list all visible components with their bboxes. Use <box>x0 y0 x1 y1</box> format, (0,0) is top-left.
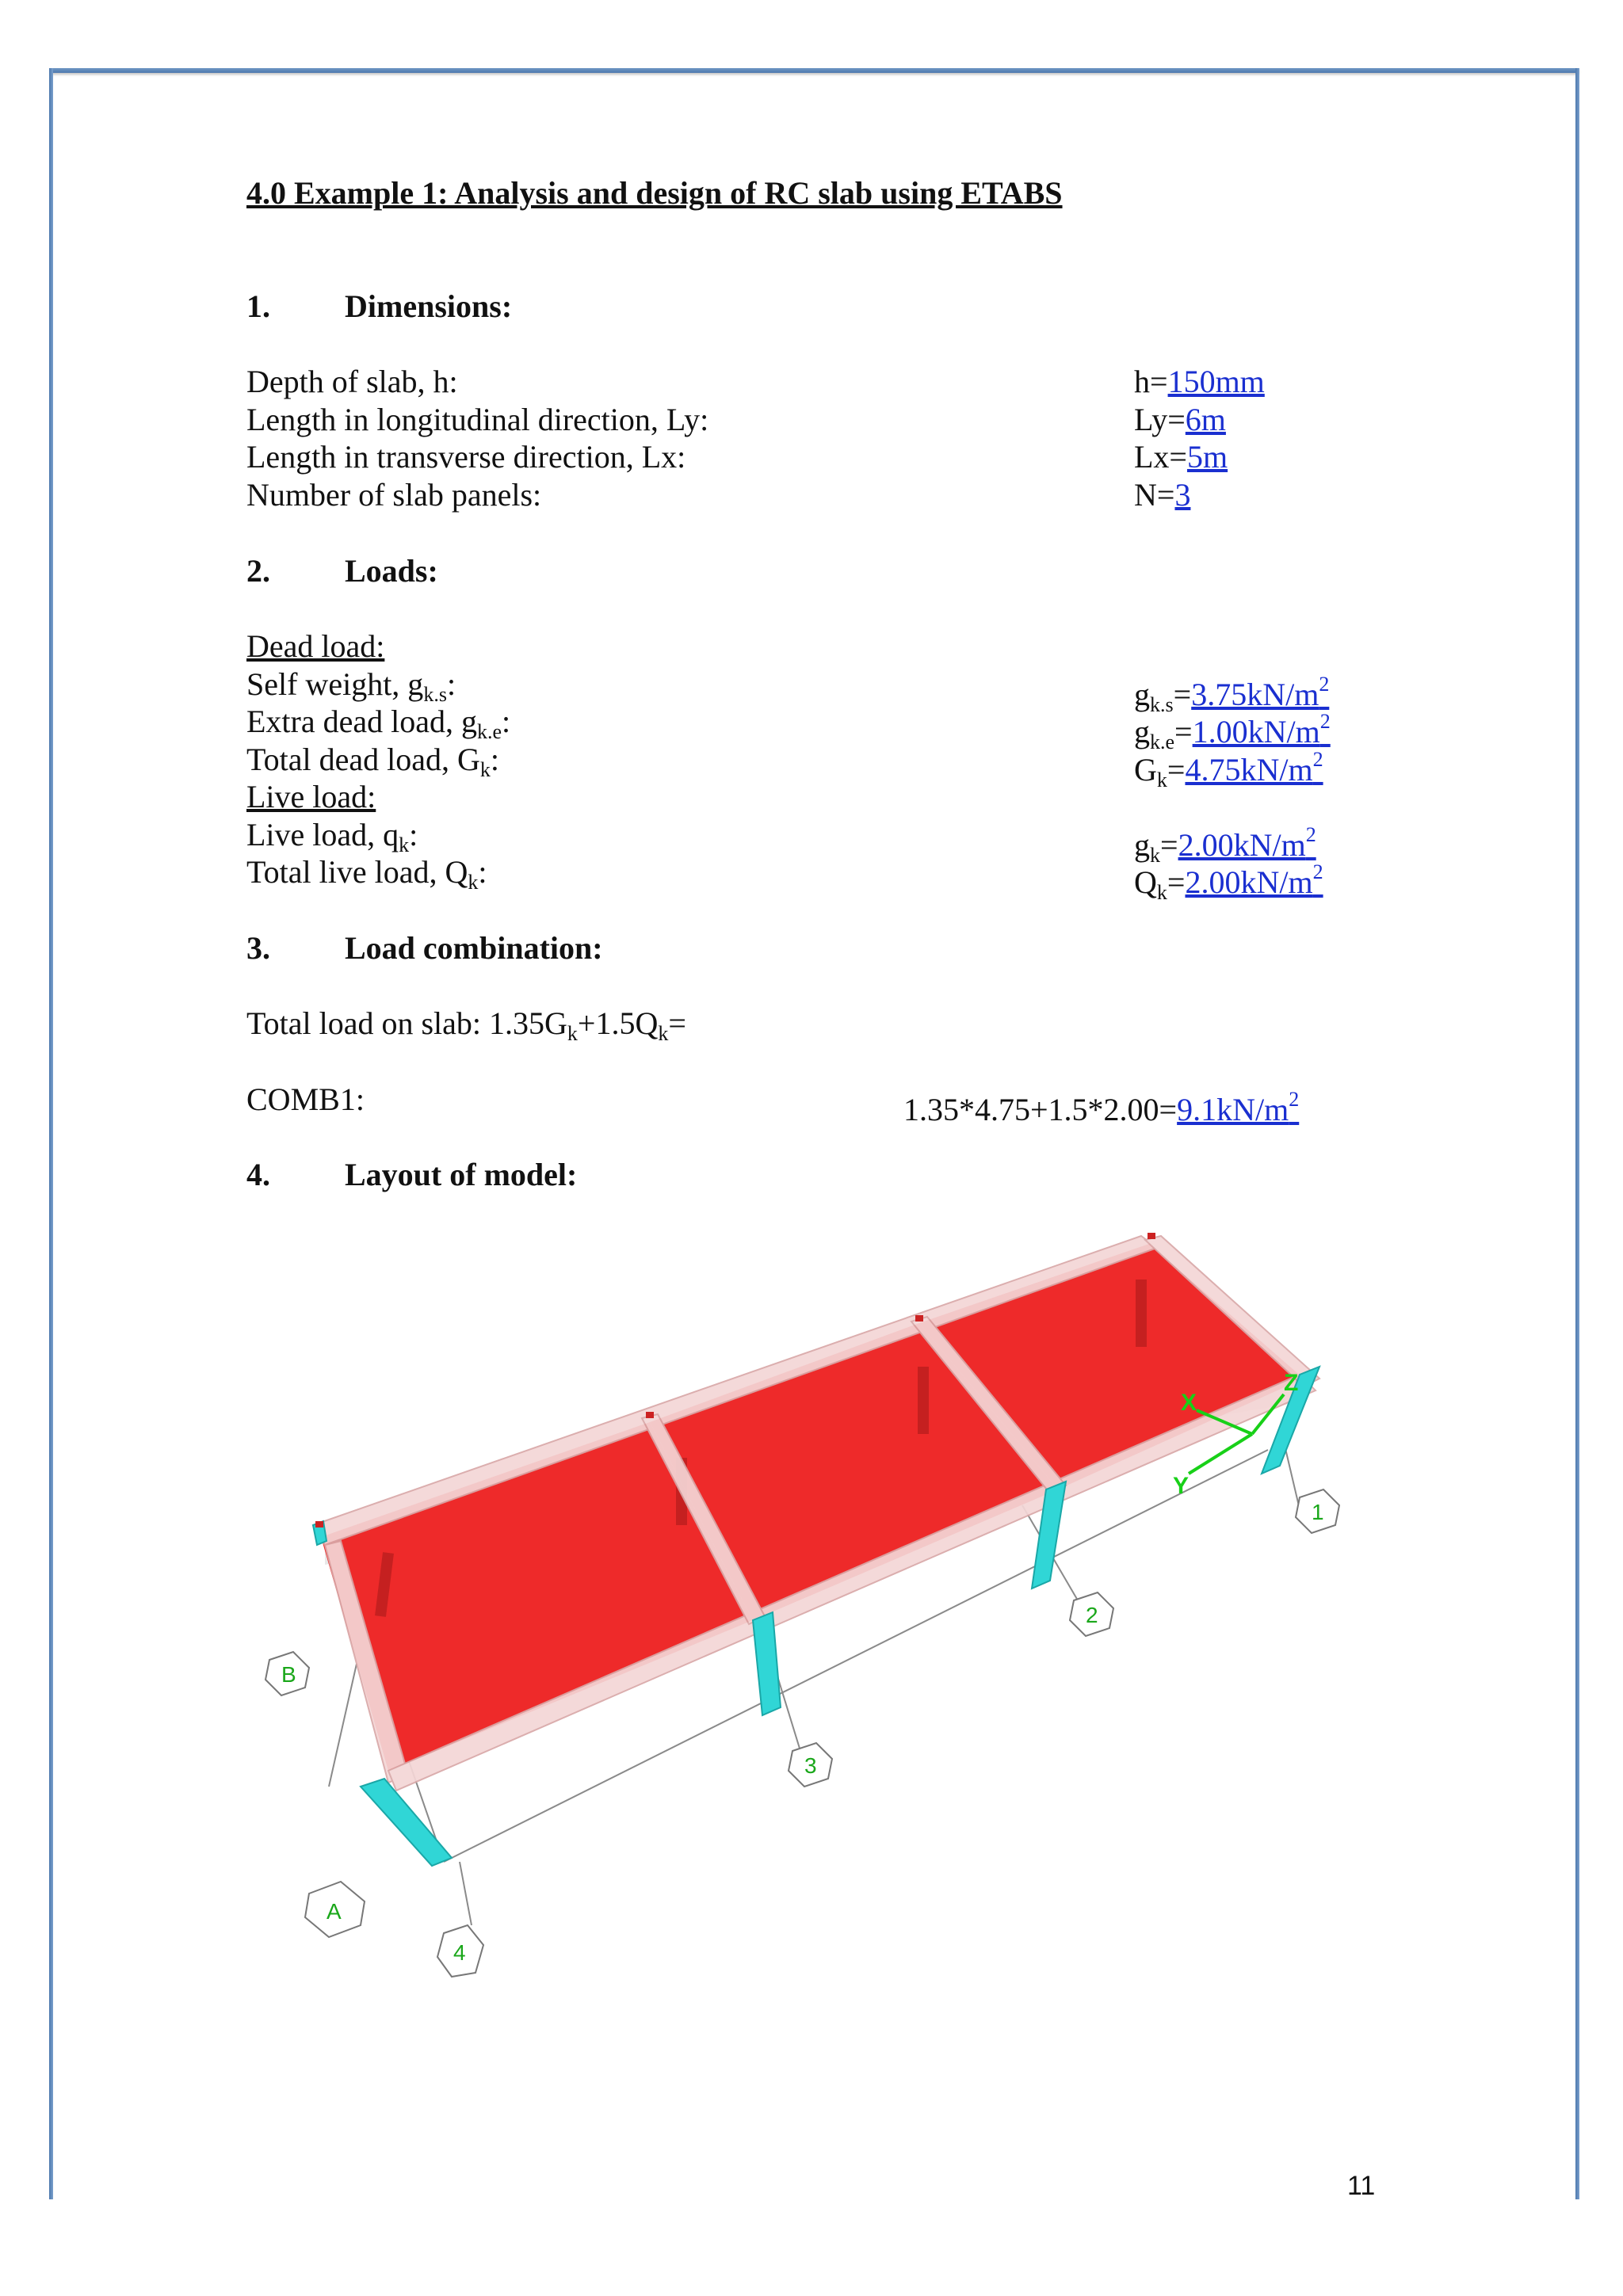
panels-value: N=3 <box>1134 477 1191 513</box>
section-4-heading: Layout of model: <box>345 1157 578 1192</box>
dead-load-heading: Dead load: <box>246 628 385 664</box>
example-title: 4.0 Example 1: Analysis and design of RC slab using ETABS <box>246 175 1063 211</box>
page-border-top <box>51 68 1579 73</box>
section-1-number: 1. <box>246 288 270 324</box>
grid-label-4: 4 <box>453 1940 466 1965</box>
extra-dead-label: Extra dead load, $g_{k.e}$: <box>246 704 511 743</box>
lx-label: Length in transverse direction, Lx: <box>246 439 686 475</box>
self-weight-label: Self weight, $g_{k.s}$: <box>246 666 456 706</box>
ly-value: Ly=6m <box>1134 402 1226 437</box>
page-number: 11 <box>1347 2171 1376 2201</box>
grid-label-a: A <box>327 1899 342 1924</box>
section-3-heading: Load combination: <box>345 930 603 966</box>
panels-label: Number of slab panels: <box>246 477 542 513</box>
self-weight-value: $g_{k.s}=3.75kN/m^2$ <box>1134 673 1330 716</box>
grid-label-2: 2 <box>1086 1603 1098 1627</box>
section-3-number: 3. <box>246 930 270 966</box>
total-load-formula: Total load on slab: $1.35G_k+1.5Q_k=$ <box>246 1005 686 1045</box>
page-border-right <box>1575 68 1579 2199</box>
live-load-value: $g_k=2.00kN/m^2$ <box>1134 823 1316 867</box>
slab-panels <box>321 1244 1304 1771</box>
depth-label: Depth of slab, h: <box>246 364 458 399</box>
axis-z-label: Z <box>1284 1370 1299 1396</box>
total-dead-value: $G_k=4.75kN/m^2$ <box>1134 748 1323 791</box>
column-a3 <box>753 1612 781 1715</box>
grid-label-1: 1 <box>1312 1500 1324 1524</box>
grid-label-b: B <box>281 1662 296 1687</box>
page-border-left <box>49 68 53 2199</box>
section-2-heading: Loads: <box>345 553 438 589</box>
total-dead-label: Total dead load, $G_k$: <box>246 742 500 781</box>
comb1-label: COMB1: <box>246 1081 365 1117</box>
grid-label-3: 3 <box>804 1753 817 1778</box>
axis-x-label: X <box>1181 1390 1197 1416</box>
axis-y-label: Y <box>1173 1473 1190 1499</box>
section-2-number: 2. <box>246 553 270 589</box>
total-live-label: Total live load, $Q_k$: <box>246 854 487 894</box>
lx-value: Lx=5m <box>1134 439 1228 475</box>
depth-value: h=150mm <box>1134 364 1265 399</box>
extra-dead-value: $g_{k.e}=1.00kN/m^2$ <box>1134 710 1331 753</box>
column-a4 <box>361 1779 452 1866</box>
section-1-heading: Dimensions: <box>345 288 513 324</box>
ly-label: Length in longitudinal direction, Ly: <box>246 402 709 437</box>
live-load-heading: Live load: <box>246 779 376 814</box>
live-load-label: Live load, $q_k$: <box>246 817 418 856</box>
comb1-value: $1.35*4.75+1.5*2.00=9.1kN/m^2$ <box>903 1088 1300 1127</box>
total-live-value: $Q_k=2.00kN/m^2$ <box>1134 860 1323 904</box>
etabs-model-view <box>230 1212 1387 2004</box>
section-4-number: 4. <box>246 1157 270 1192</box>
